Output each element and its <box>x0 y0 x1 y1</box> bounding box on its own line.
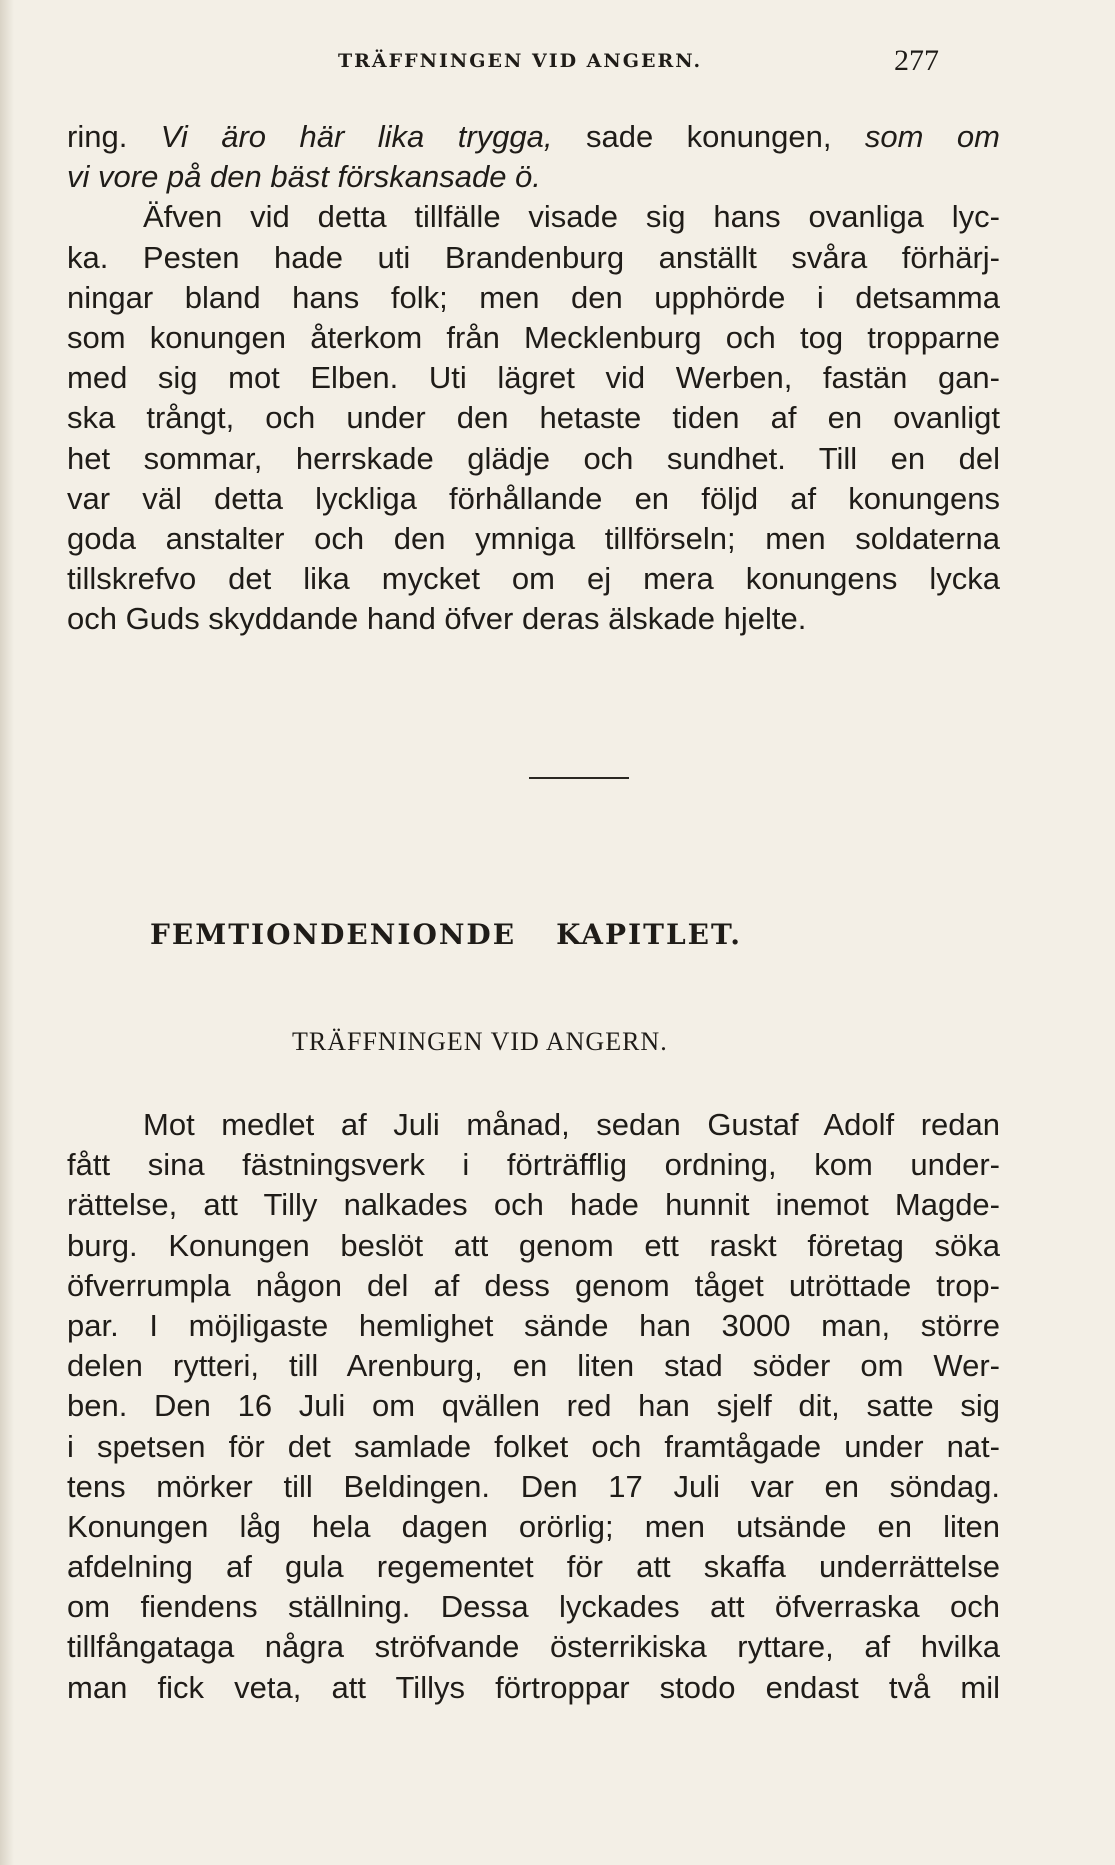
chapter-subtitle: TRÄFFNINGEN VID ANGERN. <box>292 1027 668 1056</box>
text-line: tillfångataga några ströfvande österrikiska ryttare, af hvilka <box>67 1629 1000 1665</box>
text-line: rättelse, att Tilly nalkades och hade hunnit inemot Magde- <box>67 1187 1000 1223</box>
text-line: Äfven vid detta tillfälle visade sig hans ovanliga lyc- <box>143 199 1000 235</box>
chapter-heading <box>150 918 1050 951</box>
paragraph-1 <box>67 117 1000 639</box>
text-line: ningar bland hans folk; men den upphörde i detsamma <box>67 279 1000 315</box>
text-line: man fick veta, att Tillys förtroppar stodo endast två mil <box>67 1669 1000 1705</box>
text-line: ka. Pesten hade uti Brandenburg anställt svåra förhärj- <box>67 239 1000 275</box>
section-divider <box>529 777 629 779</box>
text-line: Konungen låg hela dagen orörlig; men utsände en liten <box>67 1508 1000 1544</box>
text-line: i spetsen för det samlade folket och framtågade under nat- <box>67 1428 1000 1464</box>
paragraph-2 <box>67 1105 1000 1708</box>
text-line: tillskrefvo det lika mycket om ej mera konungens lycka <box>67 561 1000 597</box>
text-line: ring. Vi äro här lika trygga, sade konungen, som om <box>67 119 1000 154</box>
text-line: delen rytteri, till Arenburg, en liten stad söder om Wer- <box>67 1348 1000 1384</box>
text-line: goda anstalter och den ymniga tillförseln; men soldaterna <box>67 520 1000 556</box>
text-line: par. I möjligaste hemlighet sände han 3000 man, större <box>67 1307 1000 1343</box>
text-line: var väl detta lyckliga förhållande en följd af konungens <box>67 480 1000 516</box>
chapter-heading-number: FEMTIONDENIONDE <box>150 918 517 951</box>
text-line: tens mörker till Beldingen. Den 17 Juli var en söndag. <box>67 1468 1000 1504</box>
running-title: TRÄFFNINGEN VID ANGERN. <box>338 50 703 72</box>
page-number: 277 <box>894 44 939 77</box>
text-line: ben. Den 16 Juli om qvällen red han sjelf dit, satte sig <box>67 1388 1000 1424</box>
text-line: om fiendens ställning. Dessa lyckades att öfverraska och <box>67 1589 1000 1625</box>
text-line: som konungen återkom från Mecklenburg och tog tropparne <box>67 319 1000 355</box>
page-header <box>0 44 1115 84</box>
text-line: ska trångt, och under den hetaste tiden af en ovanligt <box>67 400 1000 436</box>
text-line: het sommar, herrskade glädje och sundhet. Till en del <box>67 440 1000 476</box>
text-line: afdelning af gula regementet för att skaffa underrättelse <box>67 1549 1000 1585</box>
text-line: vi vore på den bäst förskansade ö. <box>67 159 541 195</box>
page-spine-shadow <box>0 0 14 1865</box>
text-line: och Guds skyddande hand öfver deras älskade hjelte. <box>67 601 807 637</box>
text-line: öfverrumpla någon del af dess genom tåget utröttade trop- <box>67 1267 1000 1303</box>
text-line: med sig mot Elben. Uti lägret vid Werben, fastän gan- <box>67 360 1000 396</box>
text-line: burg. Konungen beslöt att genom ett raskt företag söka <box>67 1227 1000 1263</box>
text-line: Mot medlet af Juli månad, sedan Gustaf Adolf redan <box>143 1107 1000 1142</box>
text-line: fått sina fästningsverk i förträfflig ordning, kom under- <box>67 1147 1000 1183</box>
chapter-heading-word: KAPITLET. <box>556 918 742 951</box>
